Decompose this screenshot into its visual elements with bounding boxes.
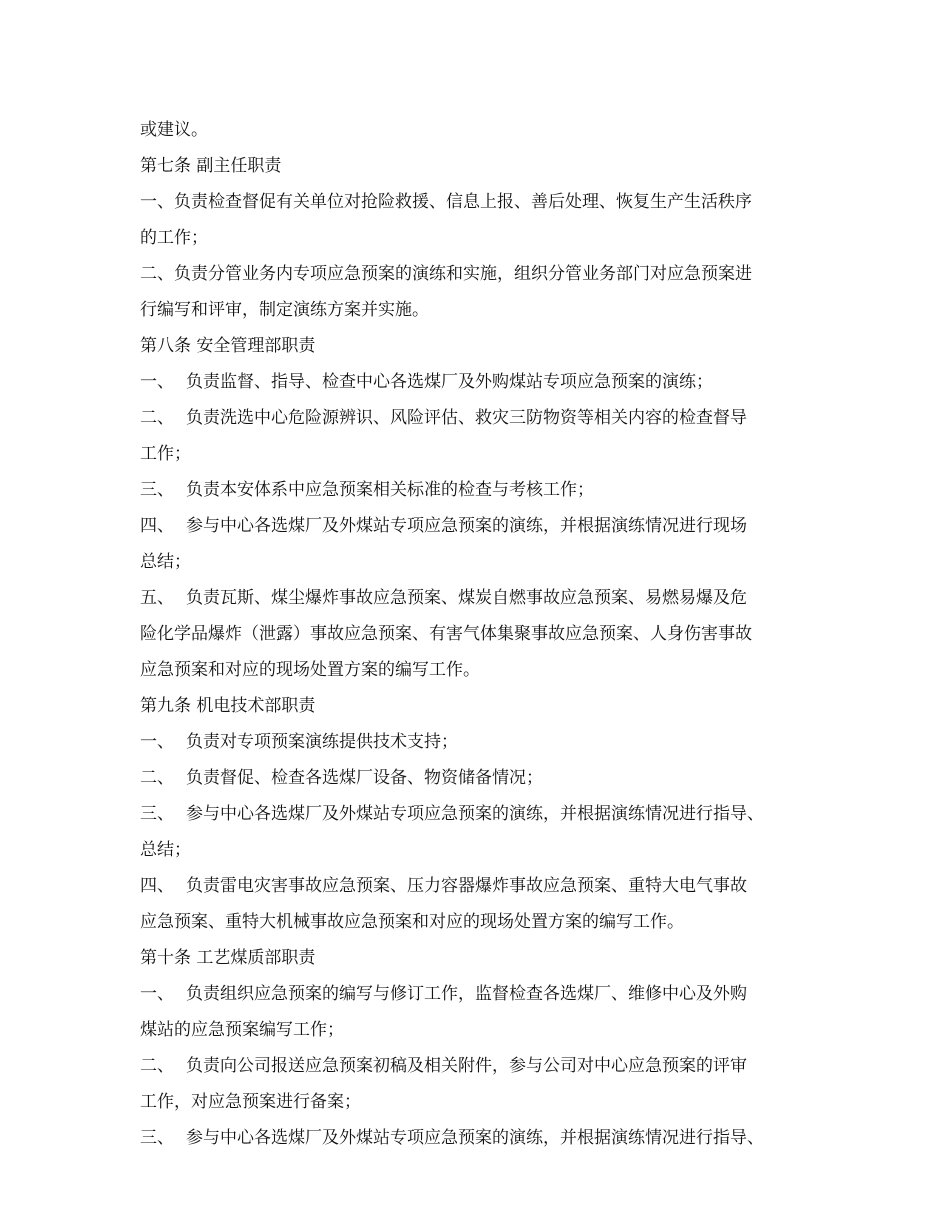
line-text: 工作； xyxy=(140,444,191,464)
text-line xyxy=(140,1048,820,1084)
line-text: 一、负责检查督促有关单位对抢险救援、信息上报、善后处理、恢复生产生活秩序 xyxy=(140,192,752,212)
line-text: 第九条 机电技术部职责 xyxy=(140,696,316,716)
list-number: 三、 xyxy=(140,804,174,824)
line-text: 负责瓦斯、煤尘爆炸事故应急预案、煤炭自燃事故应急预案、易燃易爆及危 xyxy=(186,588,747,608)
line-text: 第七条 副主任职责 xyxy=(140,156,282,176)
line-text: 负责雷电灾害事故应急预案、压力容器爆炸事故应急预案、重特大电气事故 xyxy=(186,876,747,896)
text-line xyxy=(140,940,820,976)
text-line xyxy=(140,184,820,220)
line-text: 的工作； xyxy=(140,228,208,248)
line-text: 总结； xyxy=(140,552,191,572)
text-line xyxy=(140,976,820,1012)
line-text: 工作，对应急预案进行备案； xyxy=(140,1092,361,1112)
text-line xyxy=(140,472,820,508)
text-line xyxy=(140,796,820,832)
line-text: 参与中心各选煤厂及外煤站专项应急预案的演练，并根据演练情况进行现场 xyxy=(186,516,747,536)
line-text: 第十条 工艺煤质部职责 xyxy=(140,948,316,968)
list-number: 一、 xyxy=(140,984,174,1004)
text-line xyxy=(140,148,820,184)
text-line xyxy=(140,616,820,652)
line-text: 负责对专项预案演练提供技术支持； xyxy=(186,732,458,752)
line-text: 参与中心各选煤厂及外煤站专项应急预案的演练，并根据演练情况进行指导、 xyxy=(186,1128,764,1148)
text-line xyxy=(140,760,820,796)
text-line xyxy=(140,256,820,292)
text-line xyxy=(140,1084,820,1120)
list-number: 二、 xyxy=(140,408,174,428)
text-line xyxy=(140,112,820,148)
line-text: 或建议。 xyxy=(140,120,208,140)
text-line xyxy=(140,364,820,400)
list-number: 四、 xyxy=(140,516,174,536)
text-line xyxy=(140,328,820,364)
list-number: 一、 xyxy=(140,372,174,392)
list-number: 三、 xyxy=(140,1128,174,1148)
text-line xyxy=(140,292,820,328)
list-number: 五、 xyxy=(140,588,174,608)
line-text: 应急预案和对应的现场处置方案的编写工作。 xyxy=(140,660,480,680)
list-number: 二、 xyxy=(140,768,174,788)
line-text: 总结； xyxy=(140,840,191,860)
line-text: 行编写和评审，制定演练方案并实施。 xyxy=(140,300,429,320)
text-line xyxy=(140,436,820,472)
text-line xyxy=(140,1120,820,1156)
text-line xyxy=(140,724,820,760)
line-text: 负责向公司报送应急预案初稿及相关附件，参与公司对中心应急预案的评审 xyxy=(186,1056,747,1076)
text-line xyxy=(140,688,820,724)
text-line xyxy=(140,832,820,868)
text-line xyxy=(140,868,820,904)
text-line xyxy=(140,904,820,940)
line-text: 负责组织应急预案的编写与修订工作，监督检查各选煤厂、维修中心及外购 xyxy=(186,984,747,1004)
text-line xyxy=(140,652,820,688)
text-line xyxy=(140,400,820,436)
line-text: 负责监督、指导、检查中心各选煤厂及外购煤站专项应急预案的演练； xyxy=(186,372,713,392)
line-text: 应急预案、重特大机械事故应急预案和对应的现场处置方案的编写工作。 xyxy=(140,912,684,932)
text-line xyxy=(140,508,820,544)
list-number: 二、 xyxy=(140,1056,174,1076)
line-text: 险化学品爆炸（泄露）事故应急预案、有害气体集聚事故应急预案、人身伤害事故 xyxy=(140,624,752,644)
line-text: 负责洗选中心危险源辨识、风险评估、救灾三防物资等相关内容的检查督导 xyxy=(186,408,747,428)
line-text: 煤站的应急预案编写工作； xyxy=(140,1020,344,1040)
document-body xyxy=(140,112,820,1156)
list-number: 一、 xyxy=(140,732,174,752)
text-line xyxy=(140,544,820,580)
text-line xyxy=(140,580,820,616)
line-text: 负责本安体系中应急预案相关标准的检查与考核工作； xyxy=(186,480,594,500)
line-text: 参与中心各选煤厂及外煤站专项应急预案的演练，并根据演练情况进行指导、 xyxy=(186,804,764,824)
line-text: 负责督促、检查各选煤厂设备、物资储备情况； xyxy=(186,768,543,788)
line-text: 第八条 安全管理部职责 xyxy=(140,336,316,356)
list-number: 三、 xyxy=(140,480,174,500)
list-number: 四、 xyxy=(140,876,174,896)
text-line xyxy=(140,1012,820,1048)
line-text: 二、负责分管业务内专项应急预案的演练和实施，组织分管业务部门对应急预案进 xyxy=(140,264,752,284)
text-line xyxy=(140,220,820,256)
